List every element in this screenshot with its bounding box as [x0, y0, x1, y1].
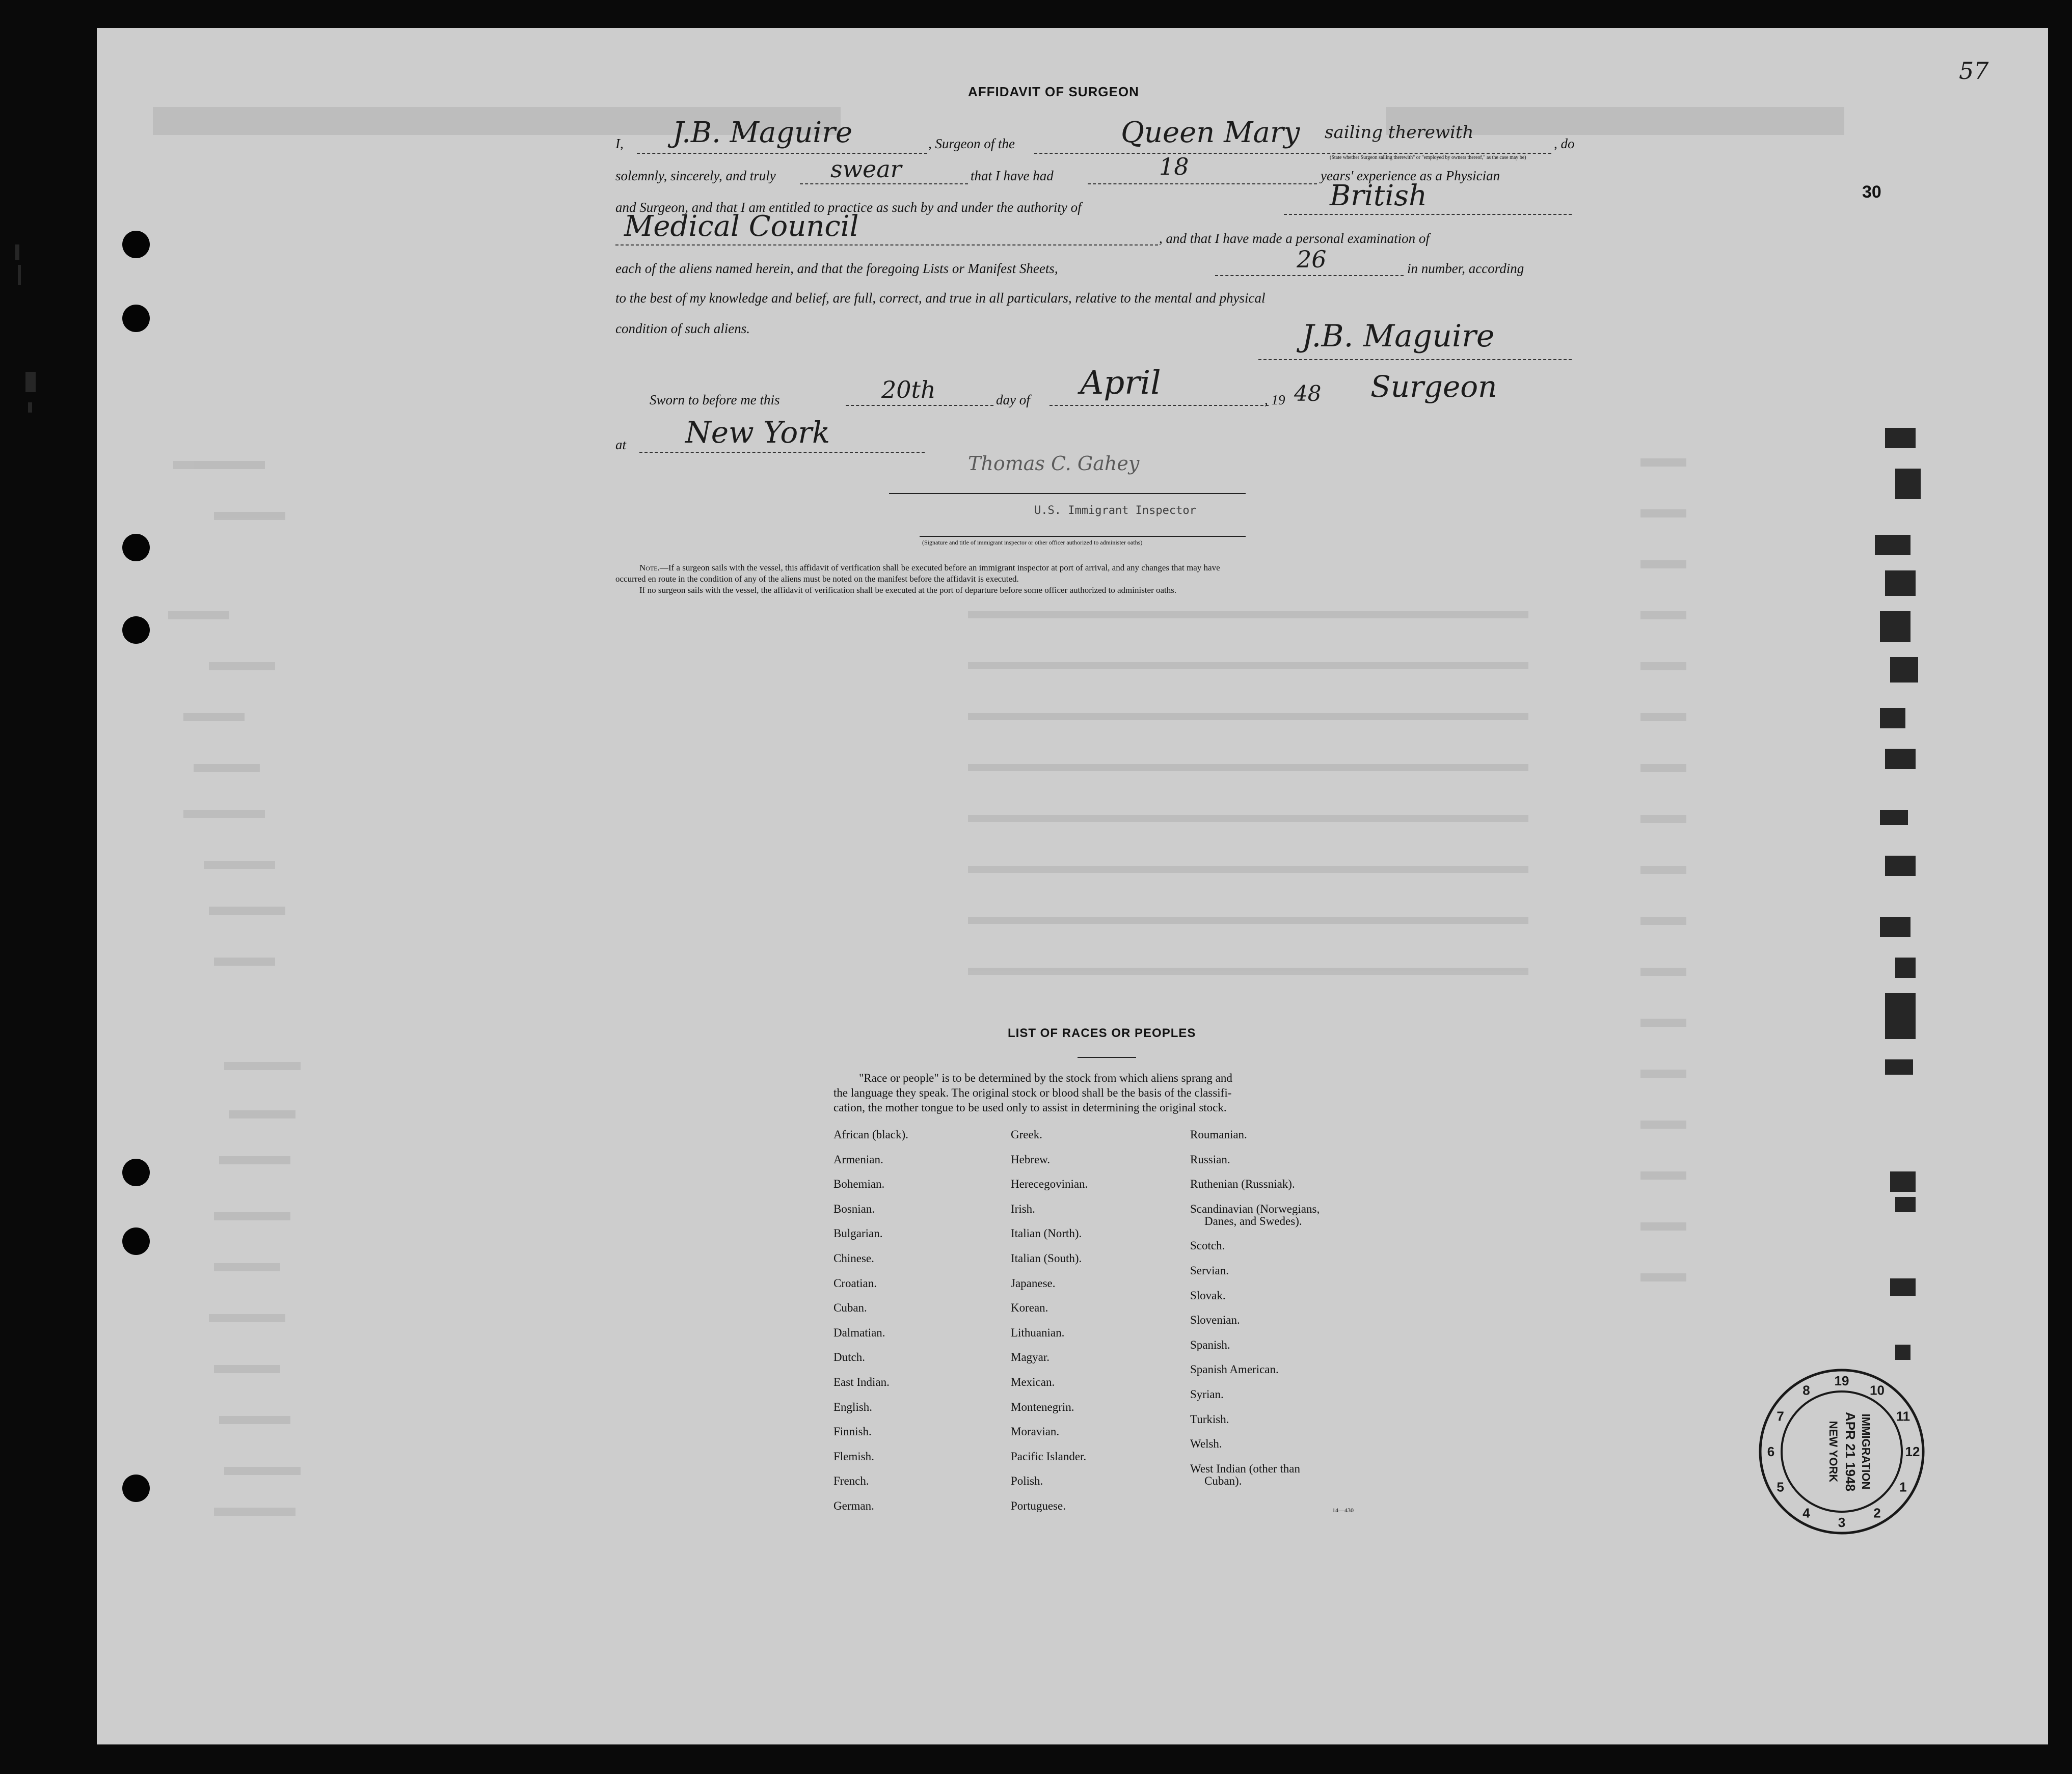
manifest-sheets-count: 26: [1297, 245, 1327, 273]
race-entry: Slovak.: [1190, 1289, 1226, 1302]
signature-caption: (Signature and title of immigrant inspector or other officer authorized to administer oaths): [922, 539, 1143, 546]
fill-line: [846, 405, 993, 406]
affidavit-text: , do: [1554, 136, 1575, 151]
intro-line: the language they speak. The original stock or blood shall be the basis of the classifi-: [833, 1086, 1232, 1099]
sworn-day: 20th: [881, 376, 936, 403]
sworn-month: April: [1080, 364, 1161, 402]
note-text: occurred en route in the condition of any of the aliens must be noted on the manifest before the affidavit is executed.: [615, 574, 1019, 584]
fill-line: [800, 183, 968, 184]
race-entry: Portuguese.: [1011, 1499, 1066, 1512]
race-entry: Italian (North).: [1011, 1227, 1082, 1240]
race-entry: Herecegovinian.: [1011, 1178, 1088, 1191]
fill-line: [637, 153, 927, 154]
fill-line: [1322, 153, 1551, 154]
race-entry: Armenian.: [833, 1153, 883, 1166]
stamp-ring-number: 3: [1838, 1515, 1846, 1530]
race-entry: Cuban.: [833, 1301, 867, 1315]
page-number: 57: [1959, 57, 1989, 85]
stamp-date: APR 21 1948: [1843, 1411, 1858, 1492]
stamp-ring-number: 7: [1777, 1408, 1784, 1424]
affidavit-text: and Surgeon, and that I am entitled to practice as such by and under the authority of: [615, 200, 1082, 215]
race-entry: Magyar.: [1011, 1351, 1050, 1364]
race-entry: Ruthenian (Russniak).: [1190, 1178, 1295, 1191]
race-entry: Pacific Islander.: [1011, 1450, 1087, 1463]
race-entry: Japanese.: [1011, 1276, 1056, 1290]
race-entry: Syrian.: [1190, 1388, 1224, 1401]
race-entry: Bosnian.: [833, 1202, 875, 1215]
fill-line: [1050, 405, 1269, 406]
stamp-ring-number: 19: [1834, 1373, 1849, 1388]
oath-word: swear: [830, 155, 902, 183]
race-entry: Greek.: [1011, 1128, 1042, 1141]
stamp-ring-number: 4: [1802, 1505, 1810, 1521]
stamp-ring-number: 12: [1905, 1444, 1920, 1459]
race-entry: Mexican.: [1011, 1376, 1055, 1388]
race-entry: Chinese.: [833, 1252, 874, 1265]
fill-line: [1088, 183, 1317, 184]
race-entry: Scandinavian (Norwegians,: [1190, 1202, 1320, 1215]
affidavit-text: in number, according: [1407, 261, 1524, 276]
race-entry: French.: [833, 1475, 869, 1488]
binder-hole: [122, 616, 150, 644]
inspector-title: U.S. Immigrant Inspector: [1034, 504, 1196, 517]
affidavit-text: Sworn to before me this: [650, 392, 780, 407]
races-intro: [833, 1071, 1232, 1115]
fill-line: [615, 244, 1158, 245]
stamp-ring-number: 8: [1802, 1382, 1810, 1398]
note-label: Note.: [639, 563, 660, 572]
intro-line: cation, the mother tongue to be used only to assist in determining the original stock.: [833, 1101, 1227, 1114]
fill-line: [1284, 214, 1572, 215]
surgeon-status: sailing therewith: [1325, 122, 1474, 143]
sworn-place: New York: [685, 415, 830, 450]
affidavit-text: that I have had: [971, 168, 1054, 183]
sworn-year: 48: [1294, 381, 1322, 406]
race-entry: Italian (South).: [1011, 1252, 1082, 1265]
race-entry: Roumanian.: [1190, 1128, 1247, 1141]
title-rule: [1078, 1057, 1136, 1058]
binder-hole: [122, 231, 150, 258]
race-entry: Irish.: [1011, 1202, 1035, 1215]
race-entry: English.: [833, 1400, 873, 1413]
vessel-name: Queen Mary: [1121, 116, 1300, 149]
race-entry: Lithuanian.: [1011, 1326, 1065, 1339]
stamp-ring-number: 2: [1873, 1505, 1881, 1521]
stamp-ring-number: 1: [1899, 1479, 1907, 1495]
race-entry: Russian.: [1190, 1153, 1230, 1166]
licensing-authority: Medical Council: [624, 210, 859, 243]
binder-hole: [122, 1227, 150, 1255]
affidavit-text: , Surgeon of the: [928, 136, 1015, 151]
binder-hole: [122, 534, 150, 561]
race-entry: Dalmatian.: [833, 1326, 885, 1339]
signature-line: [1258, 359, 1572, 360]
race-entry: Spanish American.: [1190, 1363, 1279, 1376]
race-entry: Dutch.: [833, 1351, 865, 1364]
race-entry: German.: [833, 1499, 874, 1512]
race-entry: East Indian.: [833, 1376, 890, 1388]
binder-hole: [122, 1475, 150, 1502]
years-experience: 18: [1159, 153, 1189, 180]
race-entry: Bohemian.: [833, 1178, 885, 1191]
race-entry: West Indian (other than: [1190, 1462, 1300, 1475]
stamp-city: NEW YORK: [1827, 1421, 1840, 1483]
race-entry: Danes, and Swedes).: [1204, 1214, 1302, 1227]
affidavit-note: [639, 563, 1220, 573]
affidavit-text: solemnly, sincerely, and truly: [615, 168, 776, 183]
stamp-ring-number: 5: [1777, 1479, 1784, 1495]
race-entry: Spanish.: [1190, 1338, 1230, 1351]
affidavit-text: each of the aliens named herein, and that the foregoing Lists or Manifest Sheets,: [615, 261, 1058, 276]
race-entry: Bulgarian.: [833, 1227, 883, 1240]
surgeon-signature: J.B. Maguire: [1302, 318, 1495, 354]
affidavit-text: day of: [996, 392, 1030, 407]
stamp-ring-number: 10: [1870, 1382, 1885, 1398]
stamp-office: IMMIGRATION: [1860, 1413, 1872, 1490]
race-entry: Polish.: [1011, 1475, 1043, 1488]
inspector-signature: Thomas C. Gahey: [968, 452, 1140, 475]
binder-hole: [122, 1159, 150, 1186]
affidavit-text: , 19: [1264, 392, 1285, 407]
fill-line: [639, 452, 925, 453]
affidavit-text: years' experience as a Physician: [1321, 168, 1500, 183]
surgeon-role: Surgeon: [1370, 369, 1497, 404]
race-entry: Servian.: [1190, 1264, 1229, 1277]
affidavit-title: AFFIDAVIT OF SURGEON: [968, 84, 1139, 99]
race-entry: Croatian.: [833, 1276, 877, 1290]
status-note: (State whether Surgeon sailing therewith" or "employed by owners thereof," as the case may be): [1330, 155, 1526, 160]
affidavit-text: I,: [615, 136, 624, 151]
intro-line: "Race or people" is to be determined by the stock from which aliens sprang and: [859, 1072, 1232, 1084]
stamp-ring-number: 11: [1896, 1408, 1910, 1424]
race-entry: Turkish.: [1190, 1412, 1229, 1426]
affidavit-text: at: [615, 437, 627, 452]
race-entry: Scotch.: [1190, 1239, 1225, 1252]
race-entry: Korean.: [1011, 1301, 1048, 1315]
race-entry: Montenegrin.: [1011, 1400, 1074, 1413]
race-entry: Moravian.: [1011, 1425, 1060, 1438]
race-entry: African (black).: [833, 1128, 908, 1141]
affidavit-text: , and that I have made a personal examination of: [1159, 231, 1430, 246]
race-entry: Finnish.: [833, 1425, 872, 1438]
affidavit-text: to the best of my knowledge and belief, are full, correct, and true in all particulars, relative to the mental and physical: [615, 290, 1266, 306]
races-title: LIST OF RACES OR PEOPLES: [1008, 1026, 1196, 1040]
race-entry: Welsh.: [1190, 1437, 1222, 1451]
fill-line: [1215, 275, 1404, 276]
surgeon-name: J.B. Maguire: [672, 116, 853, 149]
race-entry: Hebrew.: [1011, 1153, 1051, 1166]
race-entry: Flemish.: [833, 1450, 874, 1463]
stamp-ring-number: 6: [1767, 1444, 1775, 1459]
signature-line: [889, 493, 1246, 494]
race-entry: Cuban).: [1204, 1474, 1242, 1487]
affidavit-text: condition of such aliens.: [615, 321, 750, 336]
binder-hole: [122, 305, 150, 332]
note-text: —If a surgeon sails with the vessel, this affidavit of verification shall be executed before an immigrant inspector at port of arrival, and any changes that may have: [659, 563, 1220, 572]
race-entry: Slovenian.: [1190, 1314, 1240, 1327]
immigration-stamp: [1758, 1368, 1926, 1536]
note-text: If no surgeon sails with the vessel, the affidavit of verification shall be executed at the port of departure before some officer authorized to administer oaths.: [639, 585, 1177, 595]
signature-line: [920, 536, 1246, 537]
licensing-authority: British: [1330, 179, 1428, 212]
form-code: 14—430: [1332, 1507, 1354, 1514]
list-number: 30: [1862, 182, 1881, 202]
